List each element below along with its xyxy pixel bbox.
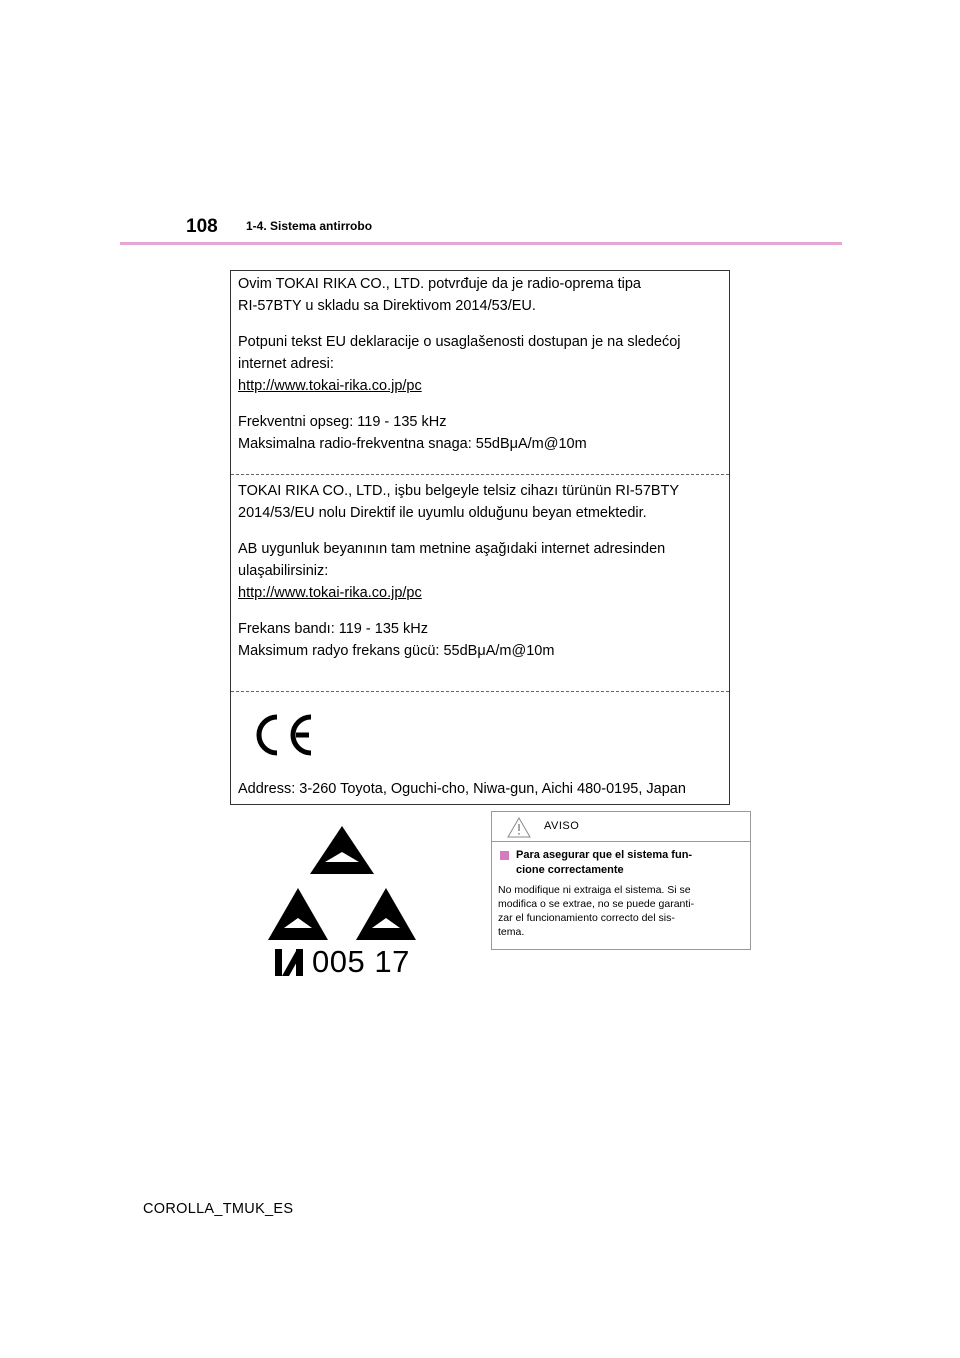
decl-tr-line: ulaşabilirsiniz:	[238, 563, 329, 579]
decl-sr-line: Maksimalna radio-frekventna snaga: 55dBμA/m@10m	[238, 436, 587, 452]
ce-mark-icon	[249, 711, 315, 759]
notice-heading	[498, 848, 744, 878]
decl-tr-line: AB uygunluk beyanının tam metnine aşağıdaki internet adresinden	[238, 541, 666, 557]
declaration-ce-section	[231, 691, 729, 805]
declaration-box	[230, 270, 730, 805]
notice-text-line: No modifique ni extraiga el sistema. Si se	[498, 884, 691, 896]
bullet-square-icon	[500, 851, 509, 860]
manufacturer-address: Address: 3-260 Toyota, Oguchi-cho, Niwa-gun, Aichi 480-0195, Japan	[238, 781, 686, 797]
decl-sr-link[interactable]: http://www.tokai-rika.co.jp/pc	[238, 378, 422, 394]
decl-sr-line: Ovim TOKAI RIKA CO., LTD. potvrđuje da je radio-oprema tipa	[238, 276, 641, 292]
decl-tr-line: TOKAI RIKA CO., LTD., işbu belgeyle telsiz cihazı türünün RI-57BTY	[238, 483, 680, 499]
footer-code: COROLLA_TMUK_ES	[143, 1201, 294, 1217]
decl-tr-link[interactable]: http://www.tokai-rika.co.jp/pc	[238, 585, 422, 601]
decl-sr-line: RI-57BTY u skladu sa Direktivom 2014/53/EU.	[238, 298, 536, 314]
warning-notice	[491, 811, 751, 950]
notice-heading-line: cione correctamente	[516, 864, 624, 876]
warning-triangle-icon	[507, 816, 531, 838]
approval-mark-number: 005 17	[312, 944, 410, 979]
notice-body	[492, 842, 750, 939]
notice-text	[498, 883, 744, 939]
notice-text-line: zar el funcionamiento correcto del sis-	[498, 912, 675, 924]
notice-text-line: modifica o se extrae, no se puede garanti-	[498, 898, 695, 910]
section-divider	[231, 474, 729, 475]
approval-mark-letter-icon	[272, 946, 308, 978]
notice-heading-line: Para asegurar que el sistema fun-	[516, 849, 693, 861]
section-title: 1-4. Sistema antirrobo	[246, 219, 373, 233]
decl-tr-line: 2014/53/EU nolu Direktif ile uyumlu olduğunu beyan etmektedir.	[238, 505, 647, 521]
decl-tr-line: Frekans bandı: 119 - 135 kHz	[238, 621, 428, 637]
notice-header	[492, 812, 750, 842]
decl-sr-line: Frekventni opseg: 119 - 135 kHz	[238, 414, 447, 430]
notice-title: AVISO	[544, 820, 580, 832]
notice-text-line: tema.	[498, 926, 525, 938]
declaration-serbian	[231, 273, 729, 455]
declaration-turkish	[231, 480, 729, 662]
decl-sr-line: internet adresi:	[238, 356, 334, 372]
decl-tr-line: Maksimum radyo frekans gücü: 55dBμA/m@10m	[238, 643, 555, 659]
page-number: 108	[186, 216, 218, 237]
header-rule	[120, 242, 842, 245]
decl-sr-line: Potpuni tekst EU deklaracije o usaglašenosti dostupan je na sledećoj	[238, 334, 681, 350]
